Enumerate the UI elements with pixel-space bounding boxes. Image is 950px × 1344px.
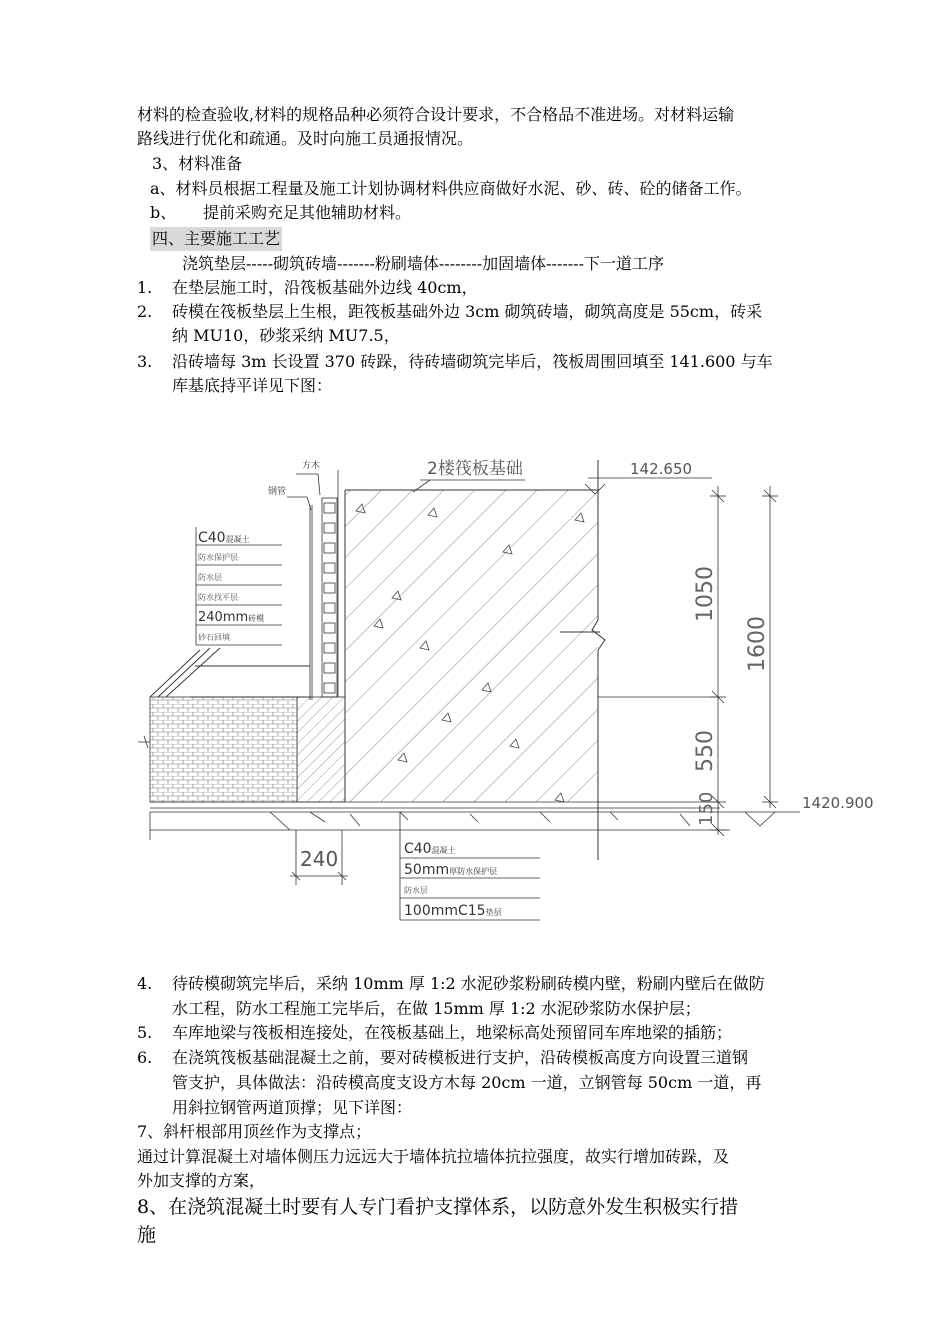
paragraph-line: 7、斜杆根部用顶丝作为支撑点； (137, 1122, 372, 1141)
paragraph-line: 提前采购充足其他辅助材料。 (203, 203, 412, 222)
left-layer-4: 防水找平层 (198, 593, 238, 602)
section-heading: 3、材料准备 (152, 154, 243, 173)
elevation-top: 142.650 (630, 460, 693, 478)
bottom-layer-1: C40混凝土 (404, 841, 456, 857)
brick-mold-section (297, 697, 345, 802)
list-number: 5. (137, 1023, 153, 1042)
formwork-support (287, 470, 338, 700)
paragraph-line: a、材料员根据工程量及施工计划协调材料供应商做好水泥、砂、砖、砼的储备工作。 (150, 179, 752, 198)
list-number: 6. (137, 1048, 153, 1067)
raft-hatch-area (345, 460, 605, 860)
slope-lines (150, 648, 310, 697)
bottom-layer-3: 防水层 (404, 886, 428, 895)
process-flow: 浇筑垫层-----砌筑砖墙-------粉刷墙体--------加固墙体-------下一道工序 (182, 254, 664, 273)
bottom-layer-2: 50mm厚防水保护层 (404, 862, 498, 878)
left-layer-callout (196, 527, 282, 645)
bottom-layer-4: 100mmC15垫层 (404, 903, 502, 919)
list-item: 沿砖墙每 3m 长设置 370 砖跺，待砖墙砌筑完毕后，筏板周围回填至 141.600 与车 (172, 352, 773, 371)
list-number: 1. (137, 278, 153, 297)
paragraph-line: 材料的检查验收,材料的规格品种必须符合设计要求，不合格品不准进场。对材料运输 (137, 105, 735, 124)
bottom-layer-callout (400, 812, 540, 920)
left-layer-1: C40混凝土 (198, 530, 250, 546)
paragraph-line: 施 (137, 1224, 157, 1246)
label-gangguan: 钢管 (268, 487, 287, 497)
list-item: 管支护，具体做法：沿砖模高度支设方木每 20cm 一道，立钢管每 50cm 一道，再 (172, 1073, 762, 1092)
list-item: 车库地梁与筏板相连接处，在筏板基础上，地梁标高处预留同车库地梁的插筋； (172, 1023, 733, 1042)
paragraph-line: 外加支撑的方案， (137, 1171, 266, 1190)
list-item: 库基底持平详见下图： (172, 376, 333, 395)
paragraph-line: 路线进行优化和疏通。及时向施工员通报情况。 (137, 129, 474, 148)
dim-1050: 1050 (693, 566, 718, 622)
list-number: 2. (137, 302, 153, 321)
dim-550: 550 (693, 730, 718, 772)
list-item: 用斜拉钢管两道顶撑；见下详图： (172, 1098, 413, 1117)
left-layer-2: 防水保护层 (198, 553, 238, 562)
list-number: 4. (137, 974, 153, 993)
section-heading: 四、主要施工工艺 (150, 227, 282, 251)
dim-150: 150 (696, 791, 717, 826)
list-item: 纳 MU10，砂浆采纳 MU7.5， (172, 326, 400, 345)
list-number: 3. (137, 352, 153, 371)
list-item: 在垫层施工时，沿筏板基础外边线 40cm， (172, 278, 478, 297)
left-layer-3: 防水层 (198, 573, 222, 582)
paragraph-line: 通过计算混凝土对墙体侧压力远远大于墙体抗拉墙体抗拉强度，故实行增加砖跺，及 (137, 1147, 730, 1166)
paragraph-line: 8、在浇筑混凝土时要有人专门看护支撑体系，以防意外发生积极实行措 (137, 1196, 739, 1218)
dim-240: 240 (300, 847, 339, 871)
left-layer-6: 砂石回填 (198, 633, 230, 642)
backfill-area (150, 697, 297, 802)
list-marker: b、 (150, 203, 177, 222)
left-layer-5: 240mm砖模 (198, 610, 265, 625)
list-item: 待砖模砌筑完毕后，采纳 10mm 厚 1:2 水泥砂浆粉刷砖模内壁，粉刷内壁后在做防 (172, 974, 765, 993)
list-item: 在浇筑筏板基础混凝土之前，要对砖模板进行支护，沿砖模板高度方向设置三道钢 (172, 1048, 749, 1067)
list-item: 砖模在筏板垫层上生根，距筏板基础外边 3cm 砌筑砖墙，砌筑高度是 55cm，砖采 (172, 302, 763, 321)
dim-1600: 1600 (745, 616, 770, 672)
elevation-bottom: 1420.900 (802, 794, 874, 812)
drawing-title: 2楼筏板基础 (427, 459, 523, 479)
list-item: 水工程，防水工程施工完毕后，在做 15mm 厚 1:2 水泥砂浆防水保护层； (172, 999, 701, 1018)
label-fangmu: 方木 (302, 461, 321, 471)
